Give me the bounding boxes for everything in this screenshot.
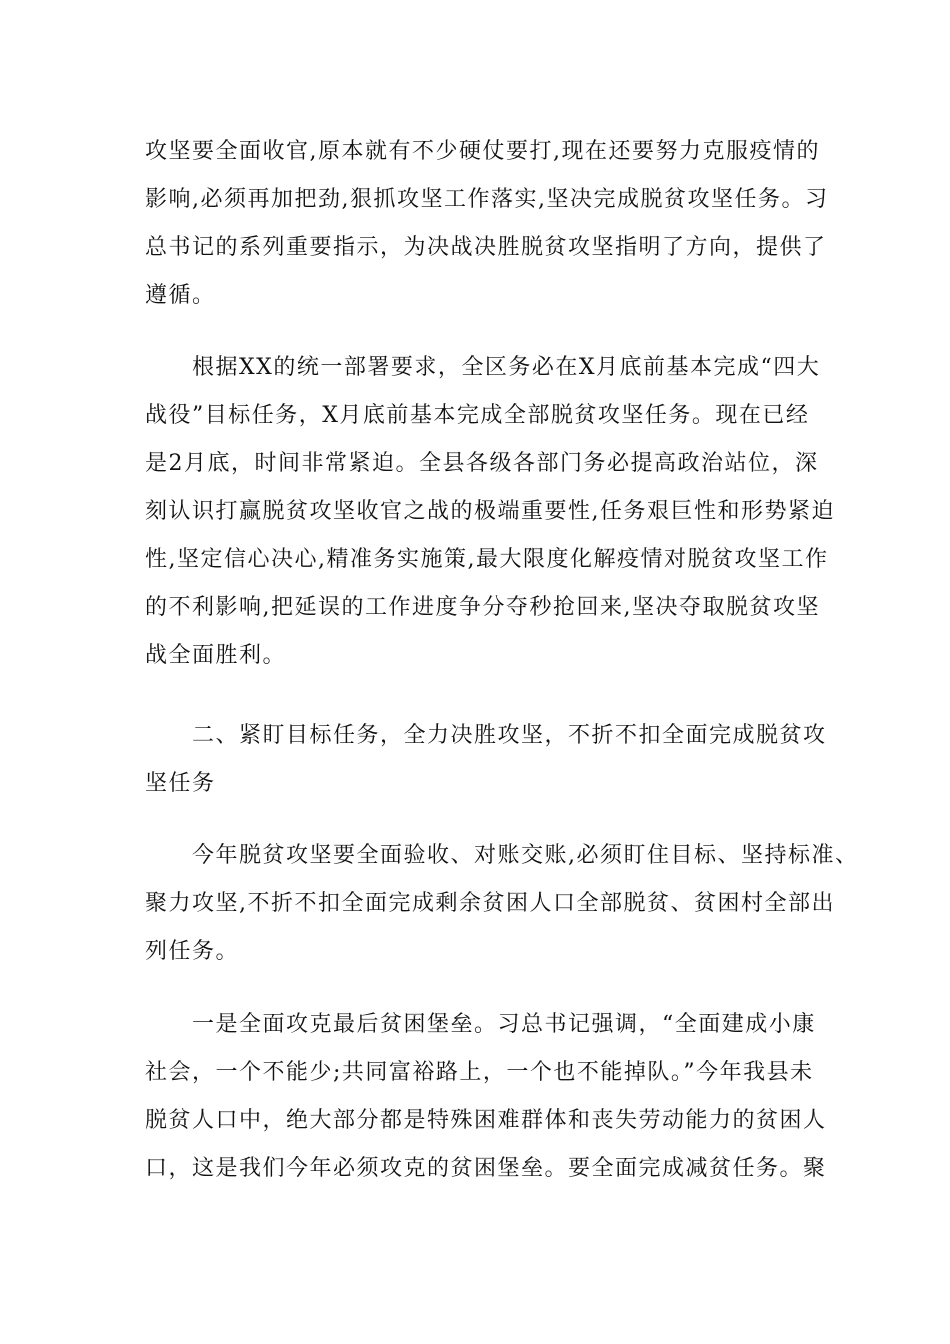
paragraph-4 — [145, 1001, 827, 1193]
text-line: 今年脱贫攻坚要全面验收、对账交账,必须盯住目标、坚持标准、 — [145, 843, 859, 868]
text-line: 口，这是我们今年必须攻克的贫困堡垒。要全面完成减贫任务。聚 — [145, 1156, 827, 1181]
text-line: 总书记的系列重要指示，为决战决胜脱贫攻坚指明了方向，提供了 — [145, 235, 827, 260]
section-heading — [145, 712, 827, 808]
text-line: 聚力攻坚,不折不扣全面完成剩余贫困人口全部脱贫、贫困村全部出 — [145, 891, 835, 916]
text-line: 遵循。 — [145, 283, 216, 308]
text-line: 攻坚要全面收官,原本就有不少硬仗要打,现在还要努力克服疫情的 — [145, 139, 820, 164]
text-line: 的不利影响,把延误的工作进度争分夺秒抢回来,坚决夺取脱贫攻坚 — [145, 595, 820, 620]
text-line: 战役”目标任务，X月底前基本完成全部脱贫攻坚任务。现在已经 — [145, 403, 810, 428]
text-line: 脱贫人口中，绝大部分都是特殊困难群体和丧失劳动能力的贫困人 — [145, 1108, 827, 1133]
text-line: 二、紧盯目标任务，全力决胜攻坚，不折不扣全面完成脱贫攻 — [145, 723, 827, 748]
paragraph-1 — [145, 128, 829, 320]
text-line: 刻认识打赢脱贫攻坚收官之战的极端重要性,任务艰巨性和形势紧迫 — [145, 499, 835, 524]
paragraph-3 — [145, 832, 859, 976]
text-line: 是2月底，时间非常紧迫。全县各级各部门务必提高政治站位，深 — [145, 451, 819, 476]
text-line: 根据XX的统一部署要求，全区务必在X月底前基本完成“四大 — [145, 355, 821, 380]
text-line: 一是全面攻克最后贫困堡垒。习总书记强调，“全面建成小康 — [145, 1012, 816, 1037]
text-line: 列任务。 — [145, 939, 240, 964]
text-line: 战全面胜利。 — [145, 643, 287, 668]
text-line: 坚任务 — [145, 771, 216, 796]
text-line: 社会，一个不能少;共同富裕路上，一个也不能掉队。”今年我县未 — [145, 1060, 814, 1085]
text-line: 影响,必须再加把劲,狠抓攻坚工作落实,坚决完成脱贫攻坚任务。习 — [145, 187, 829, 212]
paragraph-2 — [145, 344, 835, 680]
text-line: 性,坚定信心决心,精准务实施策,最大限度化解疫情对脱贫攻坚工作 — [145, 547, 829, 572]
